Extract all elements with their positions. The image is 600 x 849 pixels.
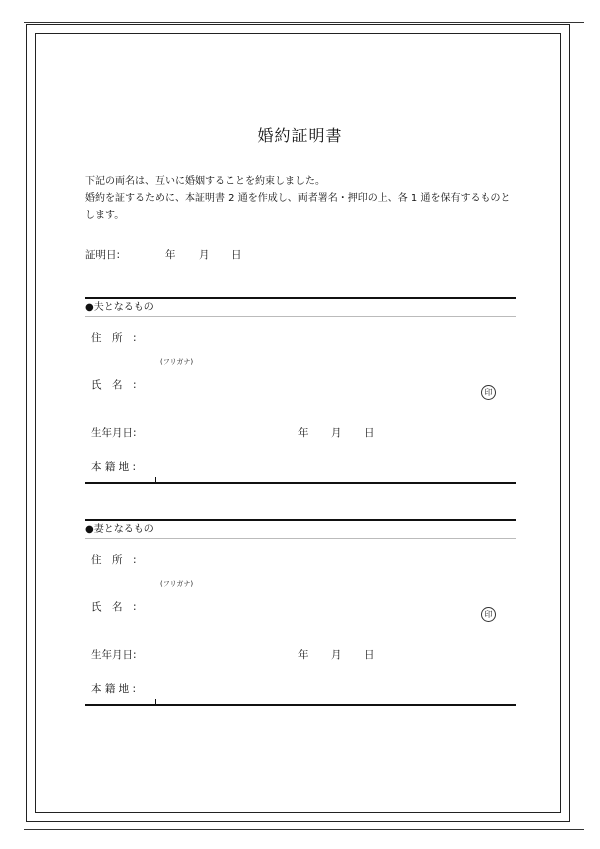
inner-frame xyxy=(35,33,561,813)
husband-birth-day-unit: 日 xyxy=(364,427,375,439)
wife-birth-year-unit: 年 xyxy=(298,649,309,661)
intro-line-1: 下記の両名は、互いに婚姻することを約束しました。 xyxy=(85,176,325,187)
wife-name-label: 氏 名 : xyxy=(91,601,137,613)
husband-furigana-label: (フリガナ) xyxy=(160,358,194,366)
page-edge-bottom xyxy=(24,829,584,830)
page-title: 婚約証明書 xyxy=(257,126,343,145)
cert-year-unit: 年 xyxy=(165,249,176,261)
husband-address-label: 住 所 : xyxy=(91,332,137,344)
husband-birthdate-label: 生年月日: xyxy=(91,427,137,439)
page-edge-top xyxy=(24,22,584,23)
husband-seal-icon: 印 xyxy=(481,385,496,400)
husband-header: ●夫となるもの xyxy=(85,299,516,317)
wife-header: ●妻となるもの xyxy=(85,521,516,539)
wife-section xyxy=(85,519,516,695)
wife-furigana-label: (フリガナ) xyxy=(160,580,194,588)
intro-line-3: します。 xyxy=(85,210,125,221)
husband-name-label: 氏 名 : xyxy=(91,379,137,391)
intro-text xyxy=(85,173,525,224)
cert-month-unit: 月 xyxy=(199,249,210,261)
section-bottom-rule xyxy=(85,704,516,706)
section-bottom-rule xyxy=(85,482,516,484)
wife-domicile-label: 本 籍 地 : xyxy=(91,683,137,695)
cert-day-unit: 日 xyxy=(231,249,242,261)
wife-birth-day-unit: 日 xyxy=(364,649,375,661)
husband-birth-month-unit: 月 xyxy=(331,427,342,439)
certification-date xyxy=(85,247,242,262)
wife-address-label: 住 所 : xyxy=(91,554,137,566)
wife-birth-month-unit: 月 xyxy=(331,649,342,661)
husband-section xyxy=(85,297,516,473)
intro-line-2: 婚約を証するために、本証明書 2 通を作成し、両者署名・押印の上、各 1 通を保有するものと xyxy=(85,193,511,204)
wife-birthdate-label: 生年月日: xyxy=(91,649,137,661)
husband-domicile-label: 本 籍 地 : xyxy=(91,461,137,473)
cert-date-label: 証明日: xyxy=(85,249,121,261)
wife-seal-icon: 印 xyxy=(481,607,496,622)
husband-birth-year-unit: 年 xyxy=(298,427,309,439)
